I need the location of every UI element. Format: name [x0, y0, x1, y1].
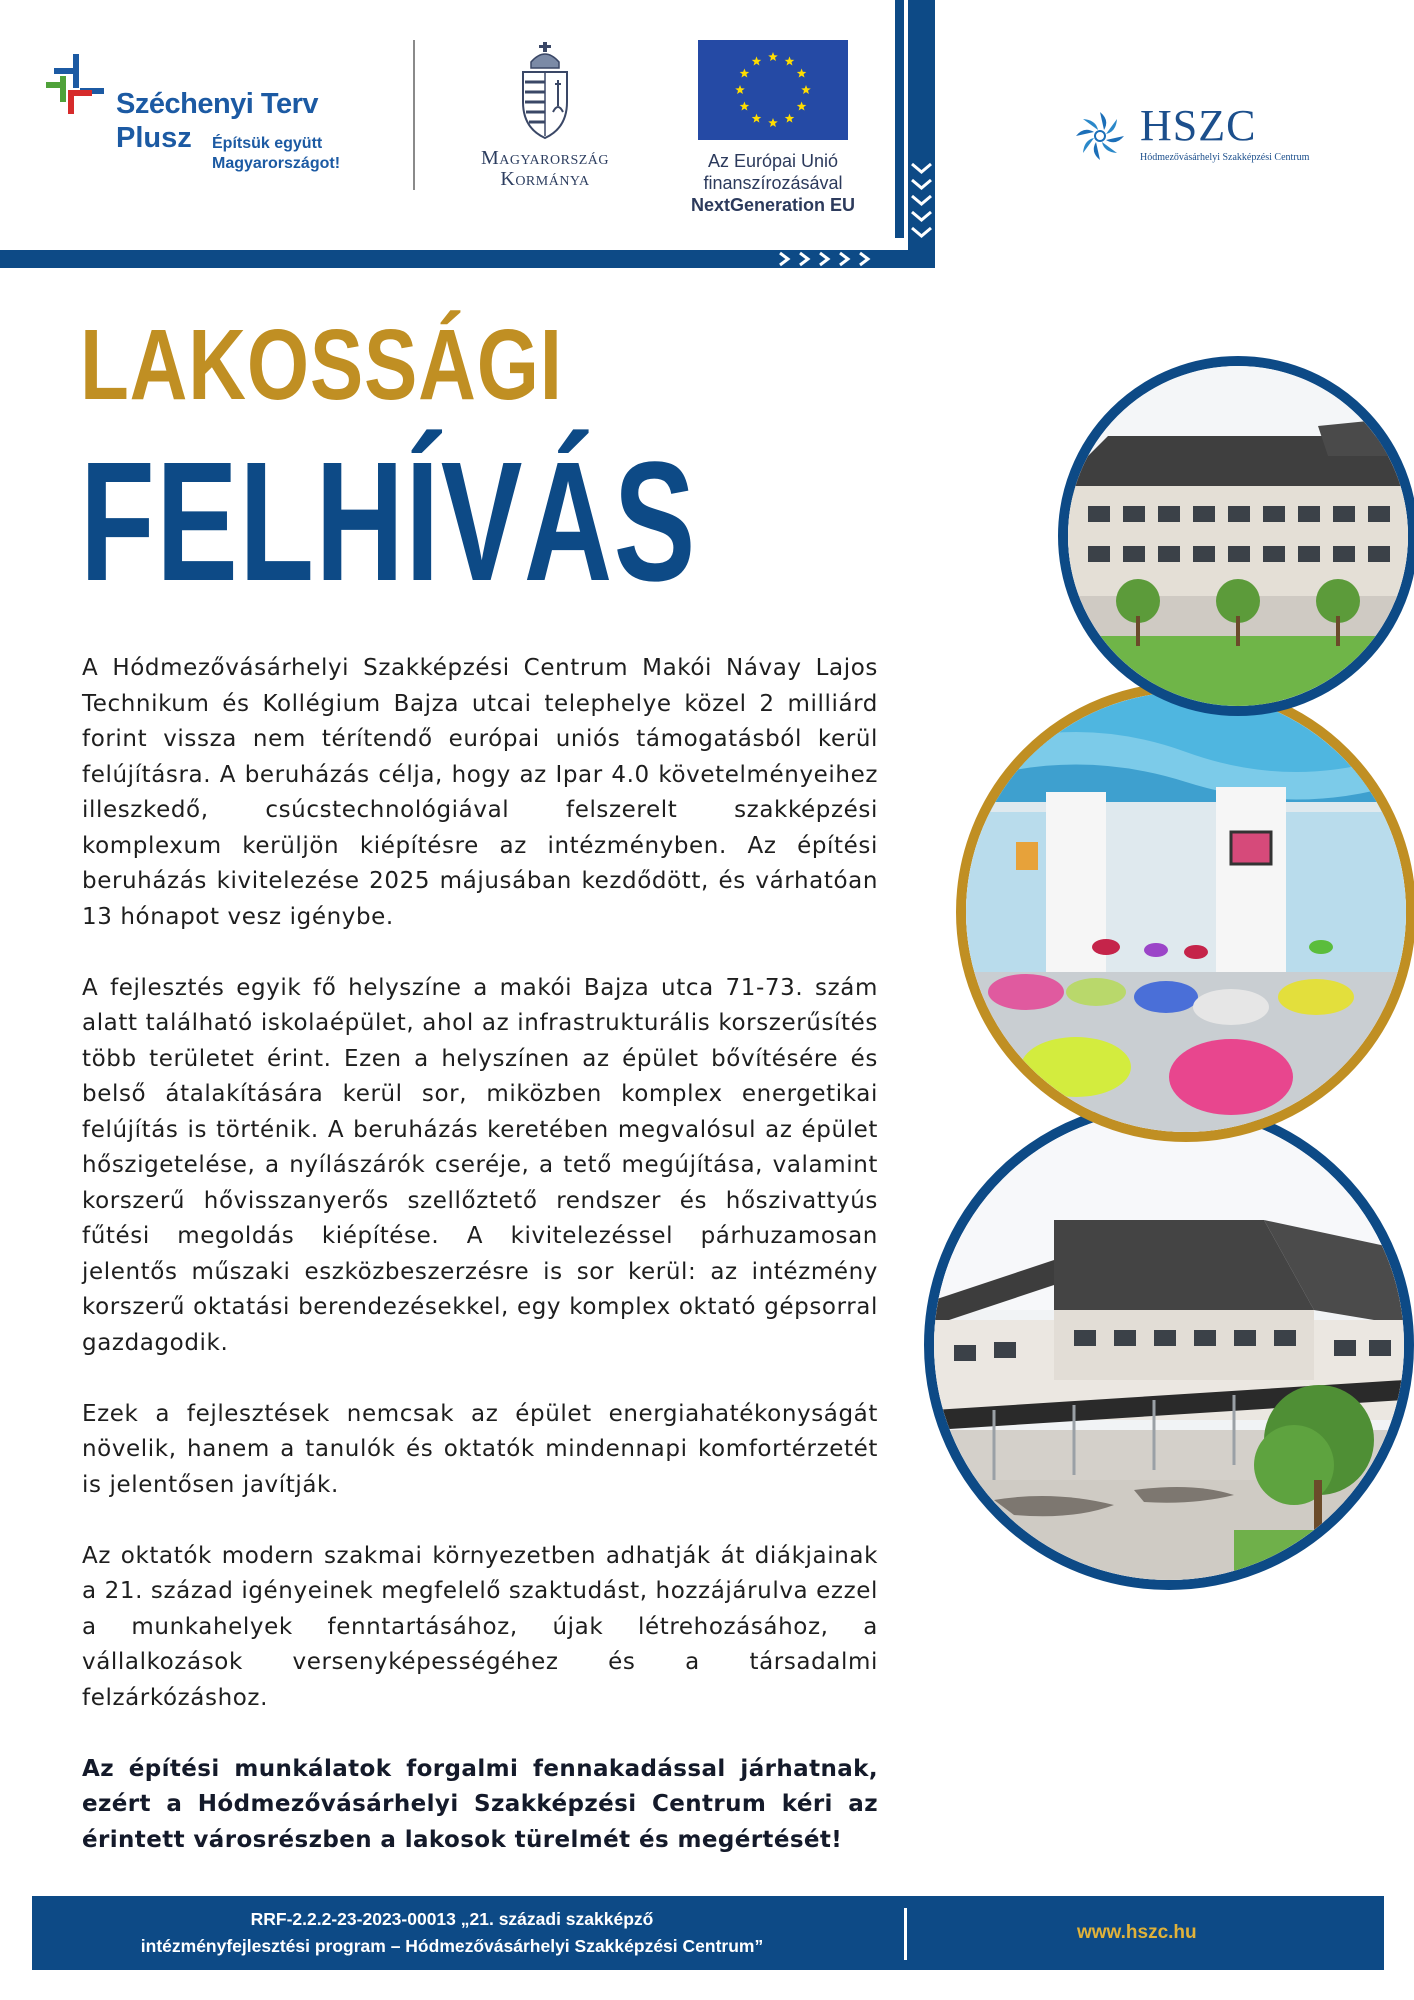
- hszc-name: HSZC: [1140, 101, 1257, 150]
- eu-star: [740, 69, 750, 78]
- eu-label-line1: Az Európai Unió: [707, 151, 839, 171]
- hszc-subtitle: Hódmezővásárhelyi Szakképzési Centrum: [1140, 152, 1310, 163]
- footer-bar: [32, 1896, 1384, 1970]
- szechenyi-terv-logo: [44, 52, 364, 182]
- paragraph-notice: Az építési munkálatok forgalmi fennakadással járhatnak, ezért a Hódmezővásárhelyi Szakképzési Centrum kéri az érintett városrészben a lakosok türelmét és megértését!: [82, 1755, 878, 1853]
- szechenyi-slogan: [212, 134, 340, 174]
- eu-star: [785, 56, 795, 65]
- szechenyi-plus: Plusz: [116, 122, 192, 154]
- chevron-decoration-icon: [908, 160, 935, 240]
- government-label: [440, 148, 650, 190]
- title-felhivas: FELHÍVÁS: [80, 427, 697, 617]
- footer-line2: intézményfejlesztési program – Hódmezővásárhelyi Szakképzési Centrum”: [140, 1936, 764, 1956]
- eu-star: [801, 85, 811, 94]
- eu-star: [740, 102, 750, 111]
- eu-label-line2: finanszírozásával: [703, 173, 843, 193]
- footer-separator: [904, 1908, 907, 1960]
- header-divider-line: [0, 238, 904, 246]
- eu-star: [752, 114, 762, 123]
- building-exterior-image: [1058, 356, 1414, 716]
- paragraph-2: A fejlesztés egyik fő helyszíne a makói Bajza utca 71-73. szám alatt található iskolaépület, ahol az infrastrukturális korszerűsítés több területet érint. Ezen a helyszínen az épület bővítésére és belső átalakítására kerül sor, miközben komplex energetikai felújítás is történik. A beruházás keretében megvalósul az épület hőszigetelése, a nyílászárók cseréje, a tető megújítása, valamint korszerű hővisszanyerős szellőztető rendszer és hőszivattyús fűtési megoldás kiépítése. A kivitelezéssel párhuzamosan jelentős műszaki eszközbeszerzésre is sor kerül: az intézmény korszerű oktatási berendezésekkel, egy komplex oktató gépsorral gazdagodik.: [82, 974, 878, 1356]
- eu-funding-label: [668, 150, 878, 216]
- eu-star: [768, 118, 778, 127]
- header-right-thin-bar: [895, 0, 904, 238]
- szechenyi-cross-icon: [44, 52, 114, 132]
- title-lakossagi: LAKOSSÁGI: [80, 309, 563, 421]
- eu-flag: [698, 40, 848, 140]
- footer-project-id: [92, 1906, 812, 1960]
- paragraph-1: A Hódmezővásárhelyi Szakképzési Centrum Makói Návay Lajos Technikum és Kollégium Bajza utcai telephelye közel 2 milliárd forint vissza nem térítendő európai uniós támogatásból kerül felújításra. A beruházás célja, hogy az Ipar 4.0 követelményeihez illeszkedő, csúcstechnológiával felszerelt szakképzési komplexum kerüljön kiépítésre az intézményben. Az építési beruházás kivitelezése 2025 májusában kezdődött, és várhatóan 13 hónapot vesz igénybe.: [82, 655, 878, 930]
- eu-star: [785, 114, 795, 123]
- body-text: [82, 651, 878, 1894]
- hungarian-coat-of-arms-icon: [517, 40, 573, 140]
- building-illustration: [1068, 366, 1408, 706]
- website-link[interactable]: www.hszc.hu: [1077, 1922, 1197, 1943]
- courtyard-illustration: [934, 1110, 1404, 1580]
- eu-star: [768, 52, 778, 61]
- paragraph-3: Ezek a fejlesztések nemcsak az épület energiahatékonyságát növelik, hanem a tanulók és oktatók mindennapi komfortérzetét is jelentősen javítják.: [82, 1400, 878, 1498]
- szechenyi-slogan-line1: Építsük együtt: [212, 135, 323, 152]
- government-label-line2: Kormánya: [500, 168, 590, 190]
- footer-line1: RRF-2.2.2-23-2023-00013 „21. századi szakképző: [250, 1909, 654, 1929]
- eu-star: [797, 69, 807, 78]
- eu-star: [735, 85, 745, 94]
- interior-lounge-image: [956, 682, 1414, 1142]
- interior-illustration: [966, 692, 1406, 1132]
- chevron-row-decoration-icon: [760, 250, 900, 268]
- eu-star: [797, 102, 807, 111]
- szechenyi-slogan-line2: Magyarországot!: [212, 155, 341, 172]
- courtyard-image: [924, 1100, 1414, 1590]
- hszc-swirl-icon: [1075, 108, 1125, 164]
- government-label-line1: Magyarország: [480, 147, 610, 169]
- eu-label-line3: NextGeneration EU: [690, 195, 856, 215]
- header-separator: [413, 40, 415, 190]
- eu-star: [752, 56, 762, 65]
- szechenyi-title: Széchenyi Terv: [116, 88, 319, 120]
- paragraph-4: Az oktatók modern szakmai környezetben adhatják át diákjainak a 21. század igényeinek megfelelő szaktudást, hozzájárulva ezzel a munkahelyek fenntartásához, újak létrehozásához, a vállalkozások versenyképességéhez és a társadalmi felzárkózáshoz.: [82, 1542, 878, 1711]
- eu-stars-icon: [698, 40, 848, 140]
